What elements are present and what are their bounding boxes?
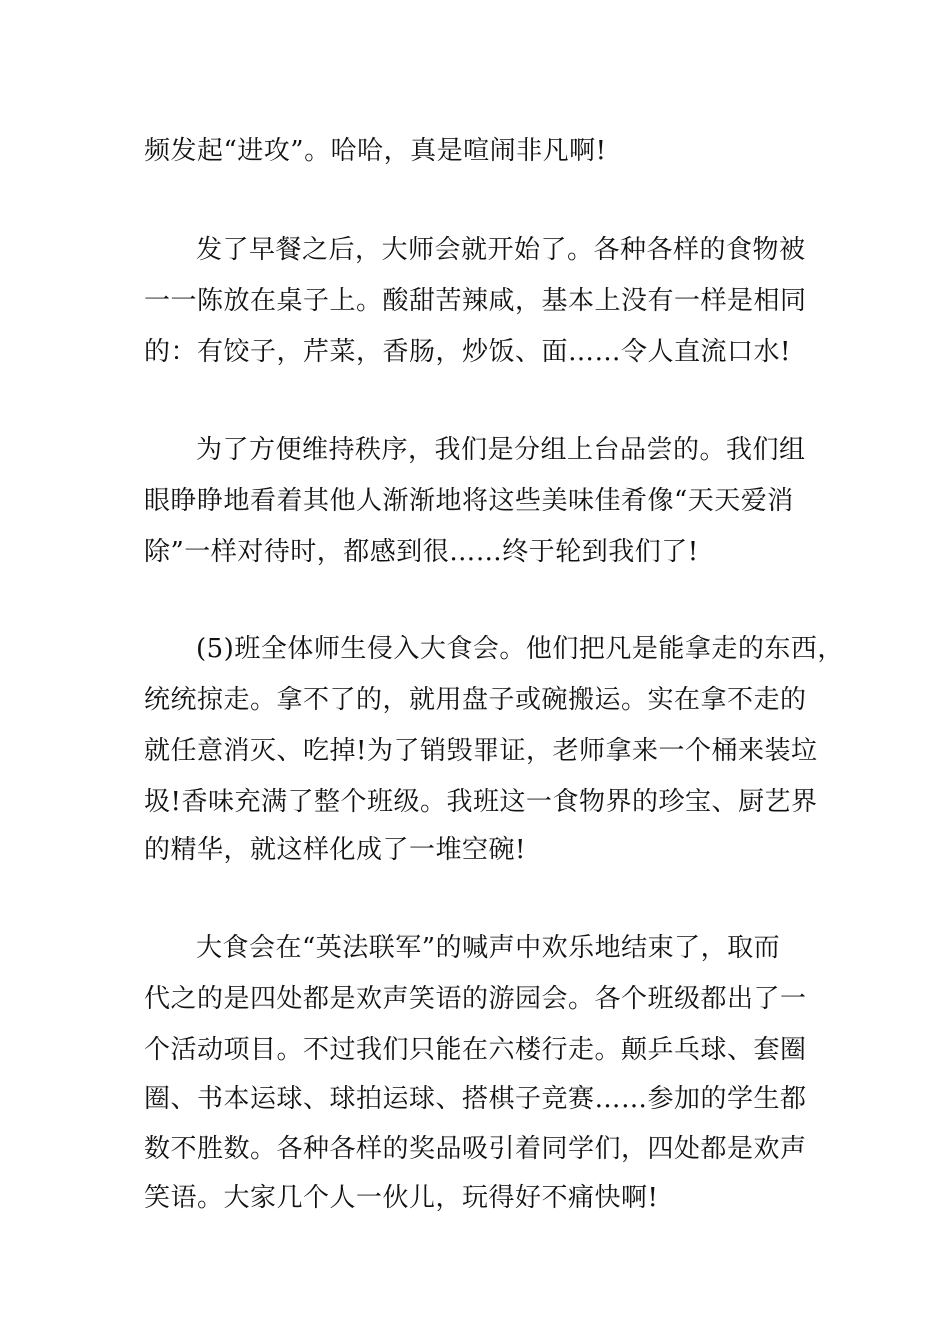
paragraph-2-line-3: 的：有饺子，芹菜，香肠，炒饭、面……令人直流口水! xyxy=(144,337,791,367)
paragraph-5-line-2: 代之的是四处都是欢声笑语的游园会。各个班级都出了一 xyxy=(144,984,807,1014)
paragraph-4-line-2: 统统掠走。拿不了的，就用盘子或碗搬运。实在拿不走的 xyxy=(144,685,807,715)
paragraph-4-line-1: (5)班全体师生侵入大食会。他们把凡是能拿走的东西， xyxy=(196,634,844,664)
paragraph-3-line-2: 眼睁睁地看着其他人渐渐地将这些美味佳肴像“天天爱消 xyxy=(144,486,794,516)
paragraph-2-line-2: 一一陈放在桌子上。酸甜苦辣咸，基本上没有一样是相同 xyxy=(144,286,807,316)
paragraph-4-line-4: 圾!香味充满了整个班级。我班这一食物界的珍宝、厨艺界 xyxy=(144,787,818,817)
paragraph-4-line-5: 的精华，就这样化成了一堆空碗! xyxy=(144,835,526,865)
paragraph-3-line-3: 除”一样对待时，都感到很……终于轮到我们了! xyxy=(144,537,699,567)
paragraph-5-line-6: 笑语。大家几个人一伙儿，玩得好不痛快啊! xyxy=(144,1183,659,1213)
paragraph-5-line-5: 数不胜数。各种各样的奖品吸引着同学们，四处都是欢声 xyxy=(144,1134,807,1164)
paragraph-3-line-1: 为了方便维持秩序，我们是分组上台品尝的。我们组 xyxy=(196,435,806,465)
paragraph-2-line-1: 发了早餐之后，大师会就开始了。各种各样的食物被 xyxy=(196,235,806,265)
paragraph-1-line-1: 频发起“进攻”。哈哈，真是喧闹非凡啊! xyxy=(144,136,607,166)
paragraph-4-line-3: 就任意消灭、吃掉!为了销毁罪证，老师拿来一个桶来装垃 xyxy=(144,736,818,766)
paragraph-5-line-1: 大食会在“英法联军”的喊声中欢乐地结束了，取而 xyxy=(196,933,781,963)
paragraph-5-line-4: 圈、书本运球、球拍运球、搭棋子竞赛……参加的学生都 xyxy=(144,1084,807,1114)
paragraph-5-line-3: 个活动项目。不过我们只能在六楼行走。颠乒乓球、套圈 xyxy=(144,1035,807,1065)
